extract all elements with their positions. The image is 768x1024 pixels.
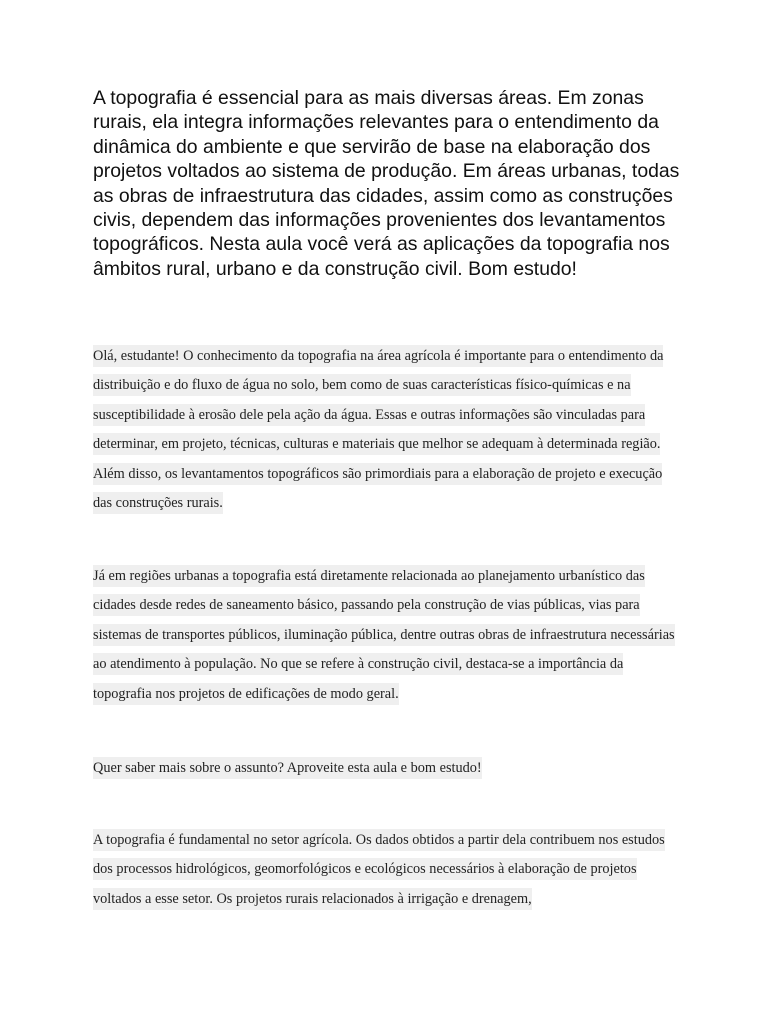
body-paragraph xyxy=(93,342,683,518)
paragraph-text: Já em regiões urbanas a topografia está diretamente relacionada ao planejamento urbanístico das cidades desde redes de saneamento básico, passando pela construção de vias públicas, vias para sistemas de transportes públicos, iluminação pública, dentre outras obras de infraestrutura necessárias ao atendimento à população. No que se refere à construção civil, destaca-se a importância da topografia nos projetos de edificações de modo geral. xyxy=(93,565,675,705)
body-paragraph xyxy=(93,562,683,709)
paragraph-text: A topografia é fundamental no setor agrícola. Os dados obtidos a partir dela contribuem nos estudos dos processos hidrológicos, geomorfológicos e ecológicos necessários à elaboração de projetos voltados a esse setor. Os projetos rurais relacionados à irrigação e drenagem, xyxy=(93,829,665,910)
intro-paragraph: A topografia é essencial para as mais diversas áreas. Em zonas rurais, ela integra informações relevantes para o entendimento da dinâmica do ambiente e que servirão de base na elaboração dos projetos voltados ao sistema de produção. Em áreas urbanas, todas as obras de infraestrutura das cidades, assim como as construções civis, dependem das informações provenientes dos levantamentos topográficos. Nesta aula você verá as aplicações da topografia nos âmbitos rural, urbano e da construção civil. Bom estudo! xyxy=(93,87,680,280)
paragraph-text: Quer saber mais sobre o assunto? Aproveite esta aula e bom estudo! xyxy=(93,757,482,779)
body-paragraph xyxy=(93,826,683,914)
body-paragraph xyxy=(93,754,683,783)
paragraph-text: Olá, estudante! O conhecimento da topografia na área agrícola é importante para o entendimento da distribuição e do fluxo de água no solo, bem como de suas características físico-químicas e na susceptibilidade à erosão dele pela ação da água. Essas e outras informações são vinculadas para determinar, em projeto, técnicas, culturas e materiais que melhor se adequam à determinada região. Além disso, os levantamentos topográficos são primordiais para a elaboração de projeto e execução das construções rurais. xyxy=(93,345,663,514)
